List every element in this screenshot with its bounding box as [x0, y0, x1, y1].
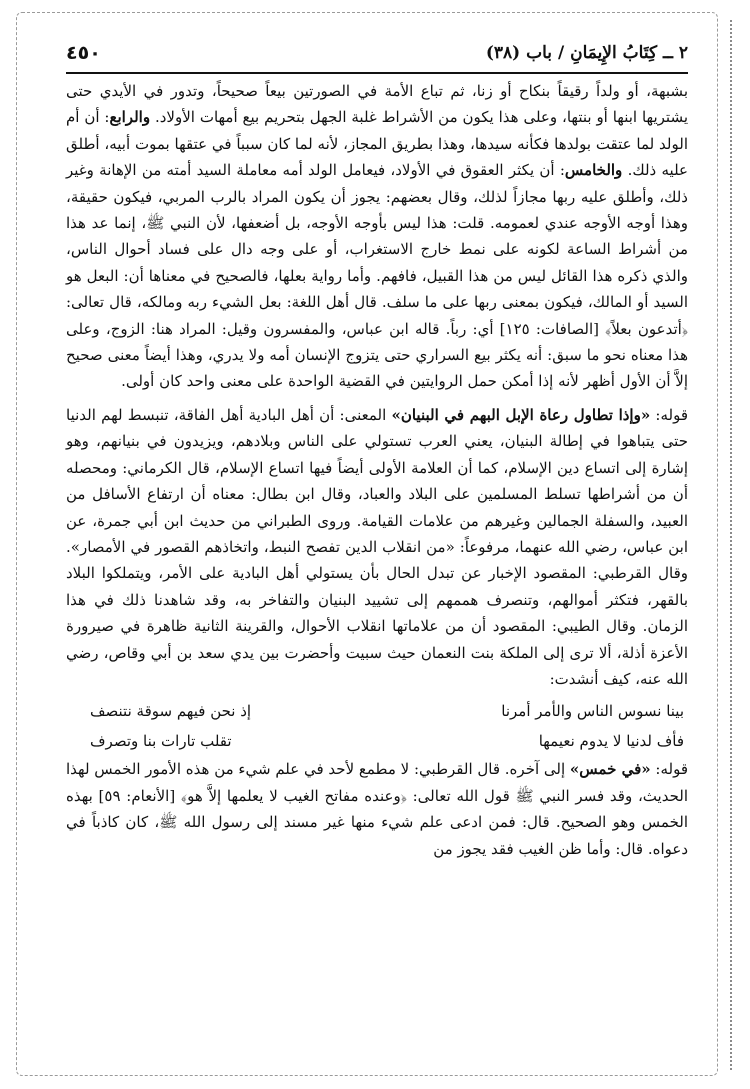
header-rule	[66, 72, 688, 74]
text-segment: إلى آخره. قال القرطبي: لا مطمع لأحد في علم شيء من هذه الأمور الخمس لهذا الحديث، وقد فسر النبي ﷺ قول الله تعالى: ﴿وعنده مفاتح الغيب لا يعلمها إلاَّ هو﴾ [الأنعام: ٥٩] بهذه الخمس وهو الصحيح. قال: فمن ادعى علم شيء منها غير مسند إلى رسول الله ﷺ، كان كاذباً في دعواه. قال: وأما ظن الغيب فقد يجوز من	[66, 760, 688, 858]
text-segment: قوله:	[650, 405, 689, 424]
bold-quote: «في خمس»	[569, 760, 651, 779]
verse-line	[66, 696, 688, 726]
text-segment: بشبهة، أو ولداً رقيقاً بنكاح أو زنا، ثم تباع الأمة في الصورتين بيعاً صحيحاً، وتدور في الأيدي حتى يشتريها ابنها أو بنتها، وعلى هذا يكون من الأشراط غلبة الجهل بتحريم بيع أمهات الأولاد.	[66, 82, 689, 127]
bold-keyword: والخامس	[564, 161, 623, 180]
binding-edge-border	[730, 20, 742, 1070]
paragraph	[66, 402, 688, 692]
page-body	[66, 78, 688, 869]
text-segment: : أن أم الولد لما عتقت بولدها فكأنه سيدها، وهذا بطريق المجاز، لأنه لما كان سبباً في عتقها بموت أبيه، أطلق عليه ذلك.	[66, 108, 688, 180]
text-segment: قوله:	[650, 760, 688, 779]
verse-line	[66, 726, 688, 756]
paragraph	[66, 78, 688, 395]
running-title: ٢ ــ كِتَابُ الإِيمَانِ / باب (٣٨)	[485, 43, 688, 63]
verse-first-hemistich: فأف لدنيا لا يدوم نعيمها	[538, 732, 684, 751]
verse-first-hemistich: بينا نسوس الناس والأمر أمرنا	[501, 702, 684, 721]
verse-second-hemistich: إذ نحن فيهم سوقة نتنصف	[90, 702, 252, 721]
bold-keyword: والرابع	[109, 108, 151, 127]
page-number: ٤٥٠	[66, 42, 101, 64]
verse-second-hemistich: تقلب تارات بنا وتصرف	[90, 732, 232, 751]
text-segment: المعنى: أن أهل البادية أهل الفاقة، تنبسط لهم الدنيا حتى يتباهوا في إطالة البنيان، يعني العرب تستولي على الناس وبلادهم، ويزيدون في بنيانهم، وهو إشارة إلى اتساع دين الإسلام، كما أن العلامة الأولى أيضاً فيها اتساع الإسلام، قال الكرماني: ومحصله أن من أشراطها تسلط المسلمين على البلاد والعباد، وقال ابن بطال: معناه أن ارتفاع الأسافل من العبيد، والسفلة الجمالين وغيرهم من علامات القيامة. وروى الطبراني من حديث ابن أبي جمرة، عن ابن عباس، رضي الله عنهما، مرفوعاً: «من انقلاب الدين تفصح النبط، واتخاذهم القصور في الأمصار». وقال القرطبي: المقصود الإخبار عن تبدل الحال بأن يستولي أهل البادية على الأمر، ويتملكوا البلاد بالقهر، فتكثر أموالهم، وتنصرف هممهم إلى تشييد البنيان والتفاخر به، وقد شاهدنا ذلك في هذا الزمان. وقال الطيبي: المقصود أن من علاماتها انقلاب الأحوال، والقرينة الثانية ظاهرة في صيرورة الأعزة أذلة، ألا ترى إلى الملكة بنت النعمان حيث سبيت وأحضرت بين يدي سعد بن أبي وقاص، رضي الله عنه، كيف أنشدت:	[66, 405, 688, 688]
running-header	[66, 38, 688, 68]
paragraph	[66, 756, 688, 862]
text-segment: : أن يكثر العقوق في الأولاد، فيعامل الولد أمه معاملة السيد أمته من الإهانة وغير ذلك، وأطلق عليه ربها مجازاً لذلك، وقال بعضهم: يجوز أن يكون المراد بالرب المربي، فيكون حقيقة، وهذا أوجه الأوجه عندي لعمومه. قلت: هذا ليس بأوجه الأوجه، بل أضعفها، لأن النبي ﷺ، إنما عد هذا من أشراط الساعة لكونه على نمط خارج الاستغراب، أو على وجه دال على فساد أحوال الناس، والذي ذكره هذا القائل ليس من هذا القبيل، فافهم. وأما رواية بعلها، فالصحيح في معناها أن: البعل هو السيد أو المالك، فيكون بمعنى ربها على ما سلف. قال أهل اللغة: بعل الشيء ربه ومالكه، قال تعالى: ﴿أتدعون بعلاً﴾ [الصافات: ١٢٥] أي: رباً. قاله ابن عباس، والمفسرون وقيل: المراد هنا: الزوج، وعلى هذا معناه نحو ما سبق: أنه يكثر بيع السراري حتى يتزوج الإنسان أمه ولا يدري، وهذا أيضاً معنى صحيح إلاَّ أن الأول أظهر لأنه إذا أمكن حمل الروايتين في القضية الواحدة على معنى واحد كان أولى.	[66, 161, 689, 391]
bold-quote: «وإذا تطاول رعاة الإبل البهم في البنيان»	[391, 405, 651, 424]
